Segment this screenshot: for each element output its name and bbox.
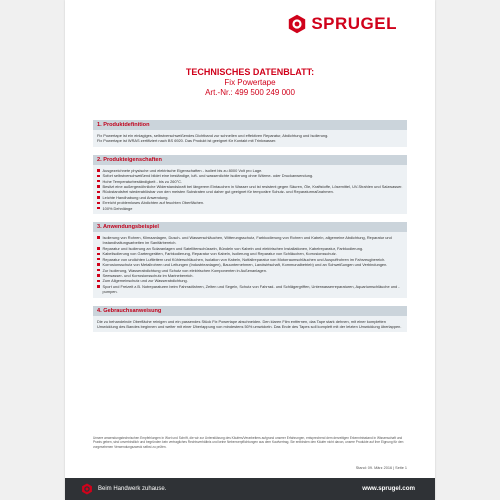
section-product-properties bbox=[93, 155, 407, 214]
section-heading: 4. Gebrauchsanweisung bbox=[93, 306, 407, 316]
section-instructions bbox=[93, 306, 407, 333]
list-item: Hohe Temperaturbeständigkeit - bis zu 260°C. bbox=[97, 179, 403, 184]
list-item: Sofort selbstverschweißend bildet eine beständige, luft- und wasserdichte Isolierung ohne Wärme- oder Druckanwendung. bbox=[97, 173, 403, 178]
list-item: Kabelisolierung von Gartengeräten, Farbkodierung, Reparatur von Kabeln, Isolierung und Reparatur von Schläuchen, Korrosionsschutz. bbox=[97, 251, 403, 256]
list-item: Erreicht problemloses Abdichten auf feuchten Oberflächen. bbox=[97, 200, 403, 205]
paragraph: Die zu behandelnde Oberfläche reinigen und ein passendes Stück Fix Powertape abschneiden. Den klaren Film entfernen, das Tape stark dehnen, mit einer kompletten Umwicklung des Bandes beginnen und weiter mit einer Überlappung von mindestens 50% umwickeln. Das Ende des Tapes soll komplett mit der letzten Umwicklung überlappen. bbox=[97, 318, 402, 329]
bullet-square-icon bbox=[97, 175, 100, 178]
list-item: Seewasser- und Korrosionsschutz im Marinebereich. bbox=[97, 273, 403, 278]
list-item: Sport und Freizeit z.B. Notreparaturen beim Fahrradfahren, Zelten und Segeln, Schutz von Fahrrad- und Schlägergriffen, Unterwasserreparaturen, Aquariumschläuche und -pumpen. bbox=[97, 284, 403, 295]
section-heading: 3. Anwendungsbeispiel bbox=[93, 222, 407, 232]
product-name: Fix Powertape bbox=[224, 78, 276, 87]
list-item: Reparatur und Isolierung an Solaranlagen und Satellitenschüsseln, Bündeln von Kabeln und elektrischen Installationen, Kabelreparatur, Farbkodierung. bbox=[97, 246, 403, 251]
bullet-square-icon bbox=[97, 169, 100, 172]
bullet-square-icon bbox=[97, 236, 100, 239]
bullet-square-icon bbox=[97, 274, 100, 277]
list-item: Reparatur von undichten Luftleitern und Kühlerschläuchen, Isolation von Kabeln, Notfallreparatur von Motorraumschläuchen und Auspuffrohren im Fahrzeugbereich. bbox=[97, 257, 403, 262]
bullet-square-icon bbox=[97, 280, 100, 283]
bullet-square-icon bbox=[97, 258, 100, 261]
list-item: Zum Allgemeinschutz und zur Wasserabdichtung. bbox=[97, 278, 403, 283]
list-item: Rückstandsfrei wiederablösbar von den meisten Substraten und daher gut geeignet für temporäre Schutz- und Reparaturmaßnahmen. bbox=[97, 189, 403, 194]
section-body bbox=[93, 316, 407, 333]
bullet-square-icon bbox=[97, 191, 100, 194]
bullet-square-icon bbox=[97, 202, 100, 205]
section-heading: 1. Produktdefinition bbox=[93, 120, 407, 130]
bullet-square-icon bbox=[97, 185, 100, 188]
footer-bar bbox=[65, 478, 435, 500]
list-item: Zur Isolierung, Wasserabdichtung und Schutz von elektrischen Komponenten in Außenanlagen. bbox=[97, 268, 403, 273]
bullet-square-icon bbox=[97, 269, 100, 272]
document-date: Stand: 09. März 2016 | Seite 1 bbox=[355, 466, 407, 470]
bullet-square-icon bbox=[97, 196, 100, 199]
section-application-examples bbox=[93, 222, 407, 297]
bullet-square-icon bbox=[97, 180, 100, 183]
list-item: Ausgezeichnete physische und elektrische Eigenschaften - isoliert bis zu 8000 Volt pro Lage. bbox=[97, 168, 403, 173]
title-block bbox=[65, 67, 435, 98]
website-link[interactable]: www.sprugel.com bbox=[362, 485, 415, 492]
disclaimer: Unsere anwendungstechnischen Empfehlungen in Wort und Schrift, die wir zur Unterstützung des Käufers/Verarbeiters aufgrund unserer Erfahrungen, entsprechend dem derzeitigen Erkenntnisstand in Wissenschaft und Praxis geben, sind unverbindlich und begründen kein vertragliches Rechtsverhältnis und keine Nebenverpflichtungen aus dem Kaufvertrag. Sie entbinden den Käufer nicht davon, unsere Produkte auf ihre Eignung für den vorgesehenen Verwendungszweck selbst zu prüfen. bbox=[93, 436, 404, 449]
bullet-square-icon bbox=[97, 253, 100, 256]
list-item: Besitzt eine außergewöhnliche Widerstandskraft bei längerem Eintauchen in Wasser und ist resistent gegen Säuren, Öle, Kraftstoffe, Lösemittel, UV-Strahlen und Salzwasser. bbox=[97, 184, 403, 189]
hex-nut-logo-icon bbox=[287, 14, 307, 34]
hex-nut-logo-icon bbox=[81, 483, 93, 495]
footer-slogan: Beim Handwerk zuhause. bbox=[98, 486, 167, 492]
bullet-square-icon bbox=[97, 263, 100, 266]
section-body bbox=[93, 130, 407, 147]
brand-name: SPRUGEL bbox=[311, 14, 397, 33]
list-item: Korrosionsschutz von Metallrohren und Leitungen (Industrieanlagen), Bauunternehmen, Landwirtschaft, Kommunalbetrieb) und an Schweißungen und Verbindungen. bbox=[97, 262, 403, 267]
bullet-square-icon bbox=[97, 207, 100, 210]
page-title: TECHNISCHES DATENBLATT: bbox=[185, 67, 315, 77]
section-product-definition bbox=[93, 120, 407, 147]
list-item: Leichte Handhabung und Anwendung. bbox=[97, 195, 403, 200]
bullet-square-icon bbox=[97, 247, 100, 250]
section-body bbox=[93, 232, 407, 297]
section-heading: 2. Produkteigenschaften bbox=[93, 155, 407, 165]
section-body bbox=[93, 165, 407, 214]
brand-logo[interactable] bbox=[287, 14, 397, 34]
list-item: Isolierung von Rohren, Klimaanlagen, Dusch- und Wasserschläuchen, Witterungsschutz, Farbkodierung von Rohren und Kabeln, allgemeine Abdichtung, Reparatur und Instandhaltungsarbeiten im Sanitärbereich. bbox=[97, 235, 403, 246]
paragraph: Fix Powertape ist WRAS zertifiziert nach BS 6920. Das Produkt ist geeignet für Kontakt mit Trinkwasser. bbox=[97, 138, 277, 144]
list-item: 100% Dehnlänge bbox=[97, 206, 403, 211]
article-number: Art.-Nr.: 499 500 249 000 bbox=[205, 88, 295, 97]
paragraph: Fix Powertape ist ein einlagiges, selbstverschweißendes Dichtband zur schnellen und effektiven Reparatur, Abdichtung und Isolierung. bbox=[97, 133, 329, 138]
footer-slogan-group bbox=[81, 483, 166, 495]
bullet-square-icon bbox=[97, 285, 100, 288]
datasheet-page bbox=[65, 0, 435, 500]
content-area bbox=[93, 120, 407, 340]
